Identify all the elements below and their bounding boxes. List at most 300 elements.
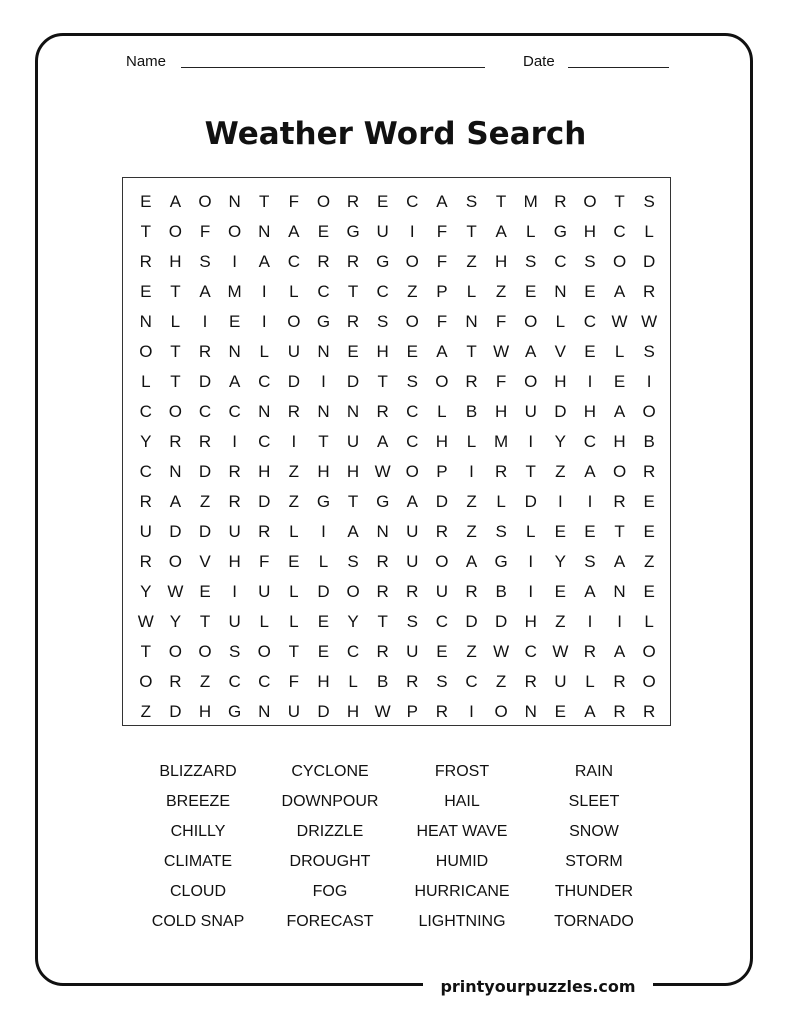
grid-letter: O (168, 222, 183, 241)
grid-letter: U (435, 582, 449, 601)
grid-letter: G (228, 702, 242, 721)
grid-letter: T (614, 192, 625, 211)
grid-letter: R (494, 462, 508, 481)
grid-letter: O (524, 372, 538, 391)
grid-letter: O (287, 312, 301, 331)
grid-letter: U (258, 582, 271, 601)
grid-row (131, 277, 664, 307)
grid-letter: D (317, 702, 330, 721)
grid-letter: U (376, 222, 389, 241)
grid-letter: H (317, 462, 330, 481)
grid-letter: O (228, 222, 242, 241)
grid-letter: R (583, 642, 597, 661)
grid-letter: W (641, 312, 658, 331)
word-list-item: DOWNPOUR (281, 793, 379, 810)
grid-letter: C (406, 432, 419, 451)
grid-letter: W (167, 582, 184, 601)
grid-letter: H (317, 672, 330, 691)
grid-letter: C (406, 402, 419, 421)
grid-letter: S (525, 252, 537, 271)
grid-letter: B (377, 672, 389, 691)
grid-letter: R (228, 492, 241, 511)
grid-letter: N (465, 312, 478, 331)
grid-letter: S (436, 672, 448, 691)
grid-row (131, 577, 664, 607)
grid-letter: R (643, 282, 656, 301)
word-list-item: LIGHTNING (418, 913, 506, 930)
grid-letter: D (494, 612, 508, 631)
grid-letter: U (287, 342, 300, 361)
grid-row (131, 607, 664, 637)
grid-row (131, 367, 664, 397)
footer-site-text: printyourpuzzles.com (440, 977, 636, 996)
grid-letter: G (346, 222, 360, 241)
grid-letter: W (611, 312, 628, 331)
grid-letter: Z (495, 282, 507, 301)
date-line (568, 67, 669, 68)
grid-letter: U (346, 432, 360, 451)
grid-letter: O (642, 642, 656, 661)
grid-letter: T (170, 342, 181, 361)
grid-letter: C (406, 192, 419, 211)
grid-letter: O (405, 312, 419, 331)
grid-letter: L (466, 432, 477, 451)
word-list-item: SNOW (569, 823, 619, 840)
grid-letter: L (614, 342, 625, 361)
grid-letter: R (169, 672, 182, 691)
word-list-item: DRIZZLE (296, 823, 364, 840)
grid-letter: O (168, 402, 183, 421)
grid-letter: L (289, 612, 299, 631)
grid-letter: R (376, 642, 389, 661)
grid-letter: F (436, 312, 448, 331)
grid-letter: D (287, 372, 300, 391)
grid-row (131, 187, 664, 217)
grid-letter: G (494, 552, 508, 571)
grid-letter: H (376, 342, 389, 361)
grid-letter: I (528, 552, 534, 571)
grid-letter: C (139, 402, 152, 421)
grid-letter: I (291, 432, 297, 451)
grid-letter: S (643, 192, 655, 211)
grid-letter: O (642, 402, 656, 421)
grid-row (131, 457, 664, 487)
grid-letter: R (198, 342, 212, 361)
grid-letter: A (347, 522, 359, 541)
grid-letter: T (170, 372, 181, 391)
grid-letter: C (139, 462, 152, 481)
grid-letter: C (376, 282, 389, 301)
grid-letter: R (465, 372, 478, 391)
grid-letter: P (406, 702, 418, 721)
grid-letter: N (139, 312, 152, 331)
grid-letter: E (406, 342, 418, 361)
grid-letter: I (261, 312, 267, 331)
grid-letter: A (613, 552, 626, 571)
grid-letter: O (405, 252, 419, 271)
grid-letter: R (139, 252, 152, 271)
grid-letter: N (317, 402, 330, 421)
grid-letter: W (374, 462, 391, 481)
grid-row (131, 397, 664, 427)
grid-row (131, 697, 664, 727)
grid-letter: U (406, 642, 419, 661)
grid-letter: F (199, 222, 211, 241)
grid-letter: G (316, 312, 331, 331)
grid-letter: A (406, 492, 418, 511)
grid-letter: F (288, 672, 300, 691)
grid-letter: E (584, 342, 596, 361)
grid-row (131, 217, 664, 247)
grid-letter: I (321, 522, 326, 541)
grid-letter: O (612, 252, 627, 271)
footer (0, 972, 791, 1002)
grid-row (131, 307, 664, 337)
word-list-item: HEAT WAVE (416, 823, 508, 840)
word-list-item: RAIN (574, 763, 614, 780)
grid-letter: C (524, 642, 537, 661)
word-list-item: DROUGHT (289, 853, 371, 870)
grid-letter: H (583, 402, 597, 421)
grid-letter: E (643, 522, 655, 541)
grid-letter: O (346, 582, 360, 601)
grid-letter: C (287, 252, 300, 271)
grid-letter: O (139, 672, 153, 691)
grid-letter: N (258, 222, 271, 241)
grid-letter: R (613, 672, 626, 691)
grid-letter: E (613, 372, 626, 391)
grid-letter: L (644, 222, 654, 241)
grid-letter: L (525, 522, 536, 541)
grid-letter: O (168, 552, 183, 571)
grid-letter: E (317, 642, 330, 661)
grid-letter: E (554, 522, 566, 541)
grid-letter: S (495, 522, 507, 541)
grid-letter: U (228, 612, 241, 631)
grid-letter: I (409, 222, 415, 241)
grid-letter: Z (288, 492, 300, 511)
grid-letter: U (554, 672, 567, 691)
grid-letter: W (493, 642, 510, 661)
grid-row (131, 667, 664, 697)
grid-letter: Z (466, 642, 477, 661)
grid-letter: C (583, 432, 597, 451)
grid-letter: I (232, 582, 237, 601)
grid-letter: N (228, 192, 241, 211)
grid-letter: O (642, 672, 656, 691)
grid-letter: L (259, 342, 269, 361)
grid-letter: C (583, 312, 597, 331)
grid-row (131, 547, 664, 577)
grid-letter: O (494, 702, 508, 721)
grid-row (131, 517, 664, 547)
grid-letter: I (557, 492, 563, 511)
grid-letter: N (524, 702, 537, 721)
grid-letter: F (288, 192, 300, 211)
grid-letter: E (643, 492, 655, 511)
grid-letter: A (584, 702, 596, 721)
grid-letter: O (168, 642, 183, 661)
grid-letter: A (228, 372, 241, 391)
grid-letter: S (228, 642, 241, 661)
grid-letter: L (555, 312, 566, 331)
word-list-item: COLD SNAP (151, 913, 245, 930)
grid-letter: C (258, 672, 271, 691)
grid-letter: R (406, 672, 419, 691)
grid-letter: R (376, 552, 389, 571)
grid-letter: F (495, 312, 507, 331)
grid-letter: C (198, 402, 212, 421)
grid-letter: I (587, 372, 593, 391)
grid-letter: G (376, 492, 390, 511)
grid-letter: S (643, 342, 655, 361)
grid-letter: Z (199, 492, 211, 511)
date-label: Date (523, 53, 555, 70)
word-list-item: STORM (565, 853, 623, 870)
name-label: Name (126, 53, 167, 70)
grid-letter: Z (495, 672, 507, 691)
grid-letter: Z (288, 462, 300, 481)
grid-letter: C (228, 672, 241, 691)
grid-letter: I (528, 582, 534, 601)
grid-letter: U (524, 402, 537, 421)
grid-letter: R (198, 432, 212, 451)
word-list-item: HUMID (435, 853, 489, 870)
word-list-item: CYCLONE (291, 763, 369, 780)
letter-grid (122, 177, 671, 726)
grid-letter: I (587, 492, 593, 511)
grid-letter: W (137, 612, 154, 631)
grid-letter: L (170, 312, 181, 331)
grid-letter: H (613, 432, 626, 451)
grid-letter: R (376, 402, 389, 421)
grid-letter: Z (466, 492, 477, 511)
grid-letter: W (493, 342, 510, 361)
grid-letter: T (199, 612, 211, 631)
grid-letter: O (198, 642, 212, 661)
grid-letter: R (554, 192, 567, 211)
grid-letter: O (257, 642, 271, 661)
grid-letter: H (435, 432, 449, 451)
grid-letter: N (613, 582, 626, 601)
grid-letter: O (405, 462, 419, 481)
grid-letter: R (287, 402, 300, 421)
grid-letter: G (553, 222, 567, 241)
grid-letter: I (528, 432, 534, 451)
word-list-item: TORNADO (554, 913, 634, 930)
grid-letter: Z (643, 552, 655, 571)
grid-letter: Y (140, 582, 152, 601)
grid-letter: I (617, 612, 622, 631)
grid-letter: E (288, 552, 300, 571)
grid-letter: B (643, 432, 655, 451)
grid-letter: W (374, 702, 391, 721)
grid-letter: Z (140, 702, 151, 721)
grid-letter: F (436, 252, 448, 271)
grid-letter: O (316, 192, 331, 211)
grid-letter: T (377, 372, 388, 391)
grid-letter: N (346, 402, 360, 421)
grid-letter: A (258, 252, 270, 271)
grid-letter: Y (169, 612, 182, 631)
grid-letter: A (584, 582, 596, 601)
word-list-item: CLOUD (169, 883, 226, 900)
grid-letter: I (587, 612, 593, 631)
grid-letter: S (584, 252, 596, 271)
grid-letter: Z (407, 282, 418, 301)
grid-letter: A (613, 402, 626, 421)
grid-letter: T (495, 192, 507, 211)
grid-letter: N (376, 522, 389, 541)
grid-letter: D (198, 462, 212, 481)
grid-letter: R (643, 702, 656, 721)
grid-letter: S (465, 192, 478, 211)
grid-letter: I (469, 702, 474, 721)
grid-letter: E (199, 582, 211, 601)
grid-letter: O (435, 552, 449, 571)
grid-letter: Z (555, 462, 566, 481)
grid-letter: O (435, 372, 449, 391)
grid-letter: L (141, 372, 151, 391)
grid-letter: T (466, 342, 477, 361)
grid-letter: H (198, 702, 212, 721)
grid-letter: H (524, 612, 537, 631)
grid-letter: H (258, 462, 271, 481)
grid-letter: C (465, 672, 478, 691)
grid-letter: A (436, 342, 448, 361)
grid-letter: C (317, 282, 330, 301)
grid-letter: O (612, 462, 627, 481)
grid-letter: A (584, 462, 596, 481)
grid-letter: F (259, 552, 270, 571)
grid-letter: Z (555, 612, 566, 631)
grid-letter: D (317, 582, 330, 601)
grid-letter: R (435, 522, 449, 541)
word-list-item: HAIL (444, 793, 480, 810)
grid-letter: V (554, 342, 566, 361)
grid-row (131, 247, 664, 277)
grid-letter: A (199, 282, 211, 301)
grid-letter: M (523, 192, 538, 211)
grid-letter: A (495, 222, 507, 241)
grid-letter: T (377, 612, 388, 631)
grid-letter: R (613, 492, 626, 511)
grid-letter: E (228, 312, 241, 331)
grid-letter: R (346, 192, 360, 211)
grid-letter: D (346, 372, 360, 391)
grid-row (131, 637, 664, 667)
grid-letter: R (139, 492, 152, 511)
grid-letter: E (347, 342, 359, 361)
grid-letter: D (435, 492, 449, 511)
grid-letter: E (317, 222, 330, 241)
grid-letter: L (289, 282, 299, 301)
grid-row (131, 487, 664, 517)
grid-letter: L (289, 522, 299, 541)
grid-letter: A (465, 552, 478, 571)
grid-letter: U (287, 702, 300, 721)
grid-letter: A (525, 342, 537, 361)
grid-letter: L (525, 222, 536, 241)
grid-letter: L (318, 552, 329, 571)
grid-letter: T (525, 462, 536, 481)
grid-letter: A (613, 642, 626, 661)
grid-letter: U (228, 522, 241, 541)
grid-letter: Y (554, 432, 566, 451)
grid-letter: C (258, 372, 271, 391)
grid-letter: O (198, 192, 212, 211)
grid-letter: T (614, 522, 625, 541)
grid-letter: M (227, 282, 242, 301)
word-list-item: FROST (434, 763, 490, 780)
grid-letter: A (613, 282, 626, 301)
grid-letter: L (644, 612, 654, 631)
grid-letter: H (346, 462, 360, 481)
grid-letter: L (437, 402, 447, 421)
name-line (181, 67, 485, 68)
grid-letter: G (376, 252, 390, 271)
grid-letter: R (643, 462, 656, 481)
grid-letter: D (554, 402, 567, 421)
grid-letter: C (258, 432, 271, 451)
grid-letter: R (465, 582, 478, 601)
grid-letter: S (406, 612, 418, 631)
grid-letter: T (170, 282, 181, 301)
grid-letter: R (406, 582, 419, 601)
grid-letter: I (261, 282, 267, 301)
grid-letter: M (494, 432, 509, 451)
word-list-item: THUNDER (554, 883, 634, 900)
grid-letter: E (140, 192, 152, 211)
grid-letter: H (583, 222, 597, 241)
grid-letter: R (139, 552, 152, 571)
grid-letter: T (318, 432, 329, 451)
grid-letter: O (139, 342, 153, 361)
grid-letter: H (169, 252, 182, 271)
grid-letter: R (435, 702, 449, 721)
grid-letter: S (406, 372, 418, 391)
grid-letter: N (258, 402, 271, 421)
grid-letter: B (495, 582, 507, 601)
grid-letter: N (228, 342, 241, 361)
grid-letter: D (169, 702, 182, 721)
grid-letter: T (347, 492, 359, 511)
grid-letter: P (436, 282, 448, 301)
grid-letter: F (495, 372, 507, 391)
grid-letter: L (466, 282, 477, 301)
grid-letter: E (554, 582, 566, 601)
grid-letter: E (436, 642, 448, 661)
grid-letter: U (139, 522, 152, 541)
grid-letter: N (258, 702, 271, 721)
grid-letter: Z (466, 252, 477, 271)
grid-letter: H (228, 552, 241, 571)
grid-row (131, 337, 664, 367)
grid-letter: C (554, 252, 567, 271)
grid-letter: L (289, 582, 299, 601)
grid-letter: D (643, 252, 656, 271)
grid-letter: E (643, 582, 655, 601)
grid-letter: A (169, 492, 182, 511)
grid-letter: E (554, 702, 566, 721)
grid-letter: S (377, 312, 389, 331)
grid-letter: F (436, 222, 448, 241)
grid-letter: T (466, 222, 477, 241)
grid-letter: R (524, 672, 537, 691)
grid-letter: E (584, 282, 596, 301)
grid-letter: E (377, 192, 389, 211)
word-list-item: CLIMATE (163, 853, 233, 870)
